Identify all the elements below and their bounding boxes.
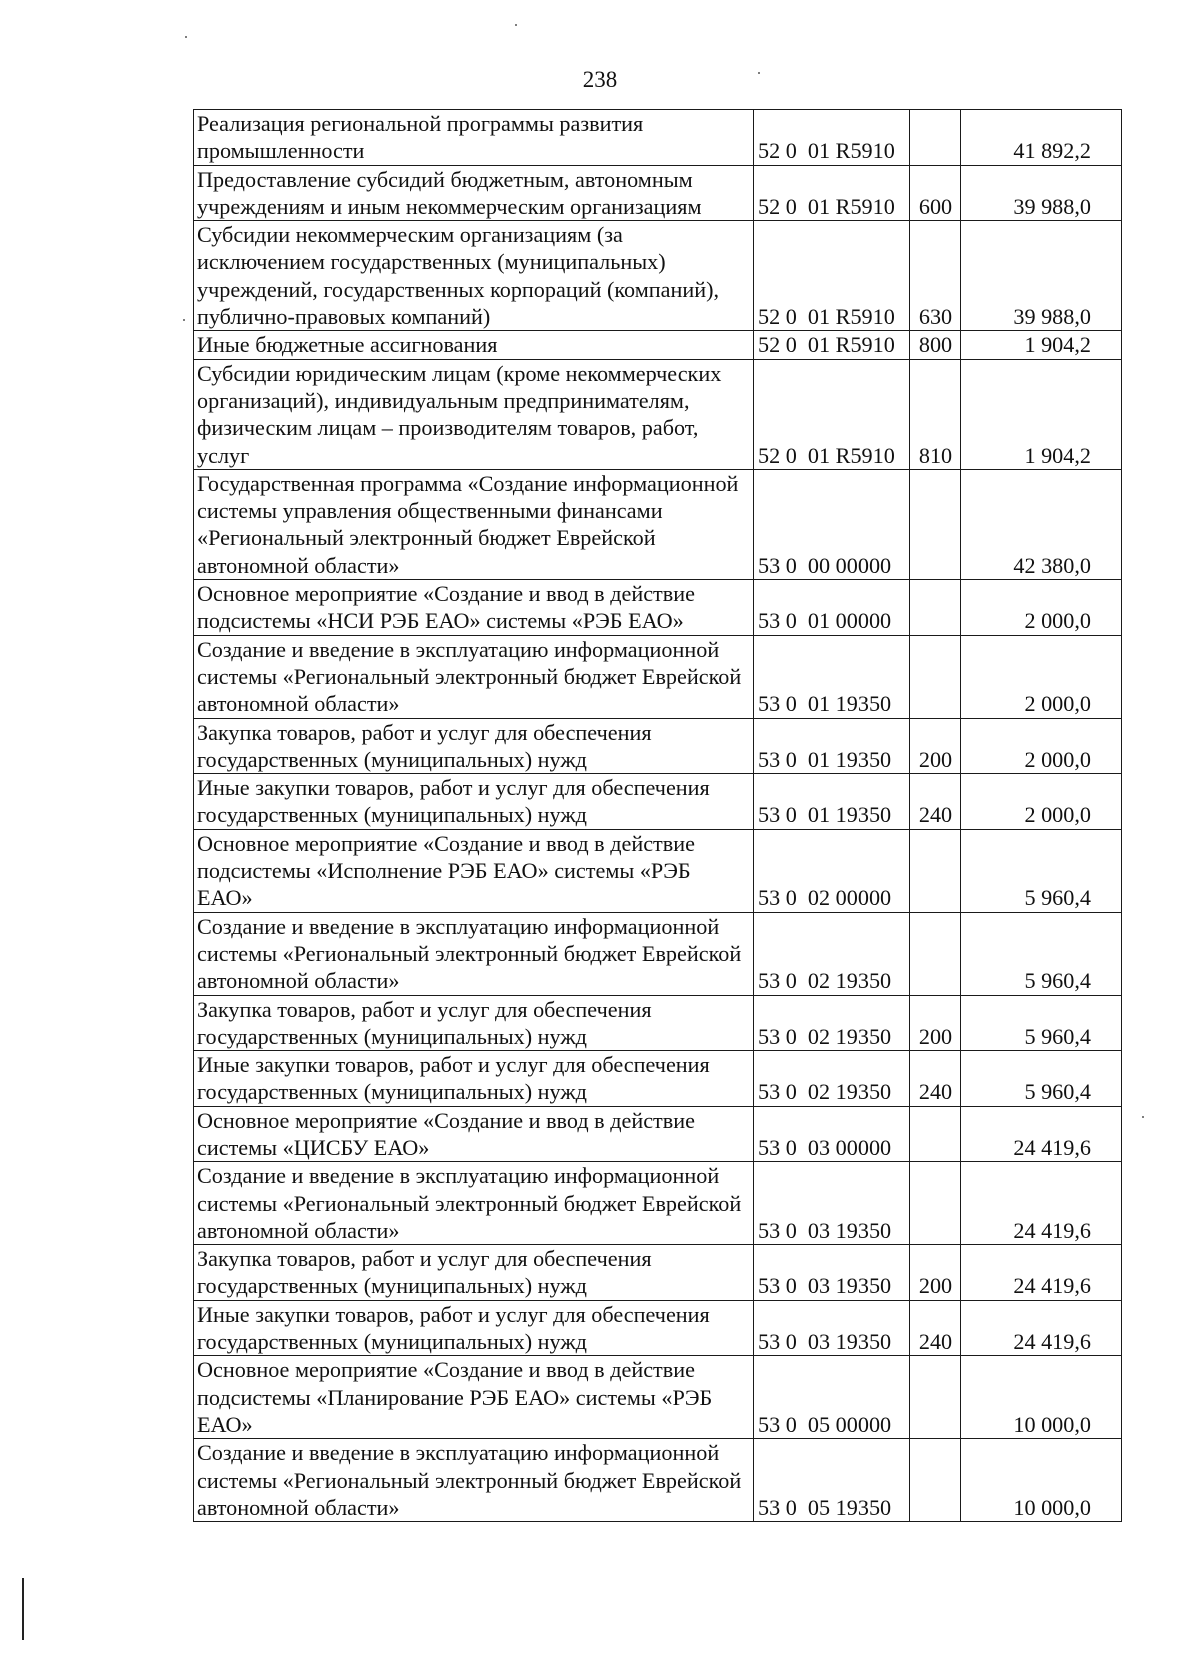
amount-cell: 41 892,2	[961, 110, 1122, 166]
target-code-cell: 53 0 03 00000	[754, 1106, 910, 1162]
expense-type-cell	[910, 1162, 961, 1245]
table-row	[194, 718, 1122, 774]
expense-name-cell: Основное мероприятие «Создание и ввод в действие подсистемы «Планирование РЭБ ЕАО» системы «РЭБ ЕАО»	[194, 1356, 754, 1439]
budget-table-body	[194, 110, 1122, 1522]
expense-name-cell: Иные закупки товаров, работ и услуг для обеспечения государственных (муниципальных) нужд	[194, 1051, 754, 1107]
expense-type-cell: 240	[910, 1300, 961, 1356]
expense-type-cell	[910, 1106, 961, 1162]
amount-cell: 42 380,0	[961, 469, 1122, 579]
table-row	[194, 1439, 1122, 1522]
expense-name-cell: Основное мероприятие «Создание и ввод в действие системы «ЦИСБУ ЕАО»	[194, 1106, 754, 1162]
amount-cell: 10 000,0	[961, 1356, 1122, 1439]
table-row	[194, 774, 1122, 830]
amount-cell: 24 419,6	[961, 1300, 1122, 1356]
scan-speck	[1142, 1116, 1144, 1118]
target-code-cell: 53 0 01 19350	[754, 635, 910, 718]
target-code-cell: 52 0 01 R5910	[754, 221, 910, 331]
target-code-cell: 52 0 01 R5910	[754, 359, 910, 469]
table-row	[194, 469, 1122, 579]
expense-type-cell	[910, 580, 961, 636]
scan-margin-line	[22, 1578, 24, 1640]
target-code-cell: 53 0 02 19350	[754, 995, 910, 1051]
expense-type-cell: 240	[910, 1051, 961, 1107]
table-row	[194, 635, 1122, 718]
target-code-cell: 53 0 02 19350	[754, 912, 910, 995]
expense-type-cell	[910, 1439, 961, 1522]
expense-type-cell	[910, 110, 961, 166]
expense-type-cell	[910, 635, 961, 718]
table-row	[194, 1162, 1122, 1245]
amount-cell: 5 960,4	[961, 912, 1122, 995]
expense-type-cell	[910, 912, 961, 995]
amount-cell: 5 960,4	[961, 1051, 1122, 1107]
expense-type-cell: 600	[910, 165, 961, 221]
target-code-cell: 53 0 05 00000	[754, 1356, 910, 1439]
expense-name-cell: Государственная программа «Создание информационной системы управления общественными финансами «Региональный электронный бюджет Еврейской автономной области»	[194, 469, 754, 579]
target-code-cell: 52 0 01 R5910	[754, 110, 910, 166]
expense-name-cell: Предоставление субсидий бюджетным, автономным учреждениям и иным некоммерческим организациям	[194, 165, 754, 221]
table-row	[194, 331, 1122, 359]
expense-name-cell: Создание и введение в эксплуатацию информационной системы «Региональный электронный бюджет Еврейской автономной области»	[194, 635, 754, 718]
amount-cell: 24 419,6	[961, 1245, 1122, 1301]
target-code-cell: 53 0 01 00000	[754, 580, 910, 636]
amount-cell: 1 904,2	[961, 359, 1122, 469]
amount-cell: 24 419,6	[961, 1106, 1122, 1162]
expense-name-cell: Создание и введение в эксплуатацию информационной системы «Региональный электронный бюджет Еврейской автономной области»	[194, 1162, 754, 1245]
expense-type-cell	[910, 1356, 961, 1439]
table-row	[194, 359, 1122, 469]
scan-speck	[515, 24, 517, 26]
scan-speck	[183, 319, 185, 321]
target-code-cell: 53 0 01 19350	[754, 774, 910, 830]
expense-name-cell: Субсидии некоммерческим организациям (за исключением государственных (муниципальных) учреждений, государственных корпораций (компаний), публично-правовых компаний)	[194, 221, 754, 331]
expense-name-cell: Иные бюджетные ассигнования	[194, 331, 754, 359]
expense-name-cell: Иные закупки товаров, работ и услуг для обеспечения государственных (муниципальных) нужд	[194, 1300, 754, 1356]
table-row	[194, 1051, 1122, 1107]
target-code-cell: 53 0 02 19350	[754, 1051, 910, 1107]
expense-name-cell: Иные закупки товаров, работ и услуг для обеспечения государственных (муниципальных) нужд	[194, 774, 754, 830]
expense-name-cell: Закупка товаров, работ и услуг для обеспечения государственных (муниципальных) нужд	[194, 1245, 754, 1301]
target-code-cell: 53 0 03 19350	[754, 1162, 910, 1245]
expense-name-cell: Основное мероприятие «Создание и ввод в действие подсистемы «Исполнение РЭБ ЕАО» системы «РЭБ ЕАО»	[194, 829, 754, 912]
expense-name-cell: Закупка товаров, работ и услуг для обеспечения государственных (муниципальных) нужд	[194, 718, 754, 774]
table-row	[194, 912, 1122, 995]
amount-cell: 2 000,0	[961, 718, 1122, 774]
expense-name-cell: Реализация региональной программы развития промышленности	[194, 110, 754, 166]
budget-table	[193, 109, 1122, 1522]
expense-type-cell	[910, 469, 961, 579]
expense-type-cell	[910, 829, 961, 912]
expense-name-cell: Закупка товаров, работ и услуг для обеспечения государственных (муниципальных) нужд	[194, 995, 754, 1051]
amount-cell: 39 988,0	[961, 165, 1122, 221]
amount-cell: 5 960,4	[961, 829, 1122, 912]
amount-cell: 2 000,0	[961, 580, 1122, 636]
table-row	[194, 221, 1122, 331]
amount-cell: 2 000,0	[961, 774, 1122, 830]
target-code-cell: 53 0 00 00000	[754, 469, 910, 579]
amount-cell: 10 000,0	[961, 1439, 1122, 1522]
target-code-cell: 52 0 01 R5910	[754, 165, 910, 221]
expense-name-cell: Основное мероприятие «Создание и ввод в действие подсистемы «НСИ РЭБ ЕАО» системы «РЭБ ЕАО»	[194, 580, 754, 636]
table-row	[194, 1300, 1122, 1356]
expense-type-cell: 200	[910, 995, 961, 1051]
amount-cell: 1 904,2	[961, 331, 1122, 359]
expense-name-cell: Создание и введение в эксплуатацию информационной системы «Региональный электронный бюджет Еврейской автономной области»	[194, 912, 754, 995]
table-row	[194, 580, 1122, 636]
expense-name-cell: Субсидии юридическим лицам (кроме некоммерческих организаций), индивидуальным предпринимателям, физическим лицам – производителям товаров, работ, услуг	[194, 359, 754, 469]
expense-type-cell: 630	[910, 221, 961, 331]
expense-type-cell: 240	[910, 774, 961, 830]
expense-type-cell: 810	[910, 359, 961, 469]
scan-speck	[185, 36, 187, 38]
target-code-cell: 53 0 03 19350	[754, 1245, 910, 1301]
amount-cell: 5 960,4	[961, 995, 1122, 1051]
expense-type-cell: 800	[910, 331, 961, 359]
target-code-cell: 53 0 01 19350	[754, 718, 910, 774]
table-row	[194, 110, 1122, 166]
expense-type-cell: 200	[910, 1245, 961, 1301]
table-row	[194, 829, 1122, 912]
table-row	[194, 1245, 1122, 1301]
expense-name-cell: Создание и введение в эксплуатацию информационной системы «Региональный электронный бюджет Еврейской автономной области»	[194, 1439, 754, 1522]
page-number: 238	[582, 67, 618, 92]
expense-type-cell: 200	[910, 718, 961, 774]
table-row	[194, 1106, 1122, 1162]
amount-cell: 24 419,6	[961, 1162, 1122, 1245]
table-row	[194, 165, 1122, 221]
target-code-cell: 53 0 03 19350	[754, 1300, 910, 1356]
table-row	[194, 995, 1122, 1051]
table-row	[194, 1356, 1122, 1439]
target-code-cell: 52 0 01 R5910	[754, 331, 910, 359]
amount-cell: 2 000,0	[961, 635, 1122, 718]
scan-speck	[758, 72, 760, 74]
amount-cell: 39 988,0	[961, 221, 1122, 331]
target-code-cell: 53 0 05 19350	[754, 1439, 910, 1522]
target-code-cell: 53 0 02 00000	[754, 829, 910, 912]
